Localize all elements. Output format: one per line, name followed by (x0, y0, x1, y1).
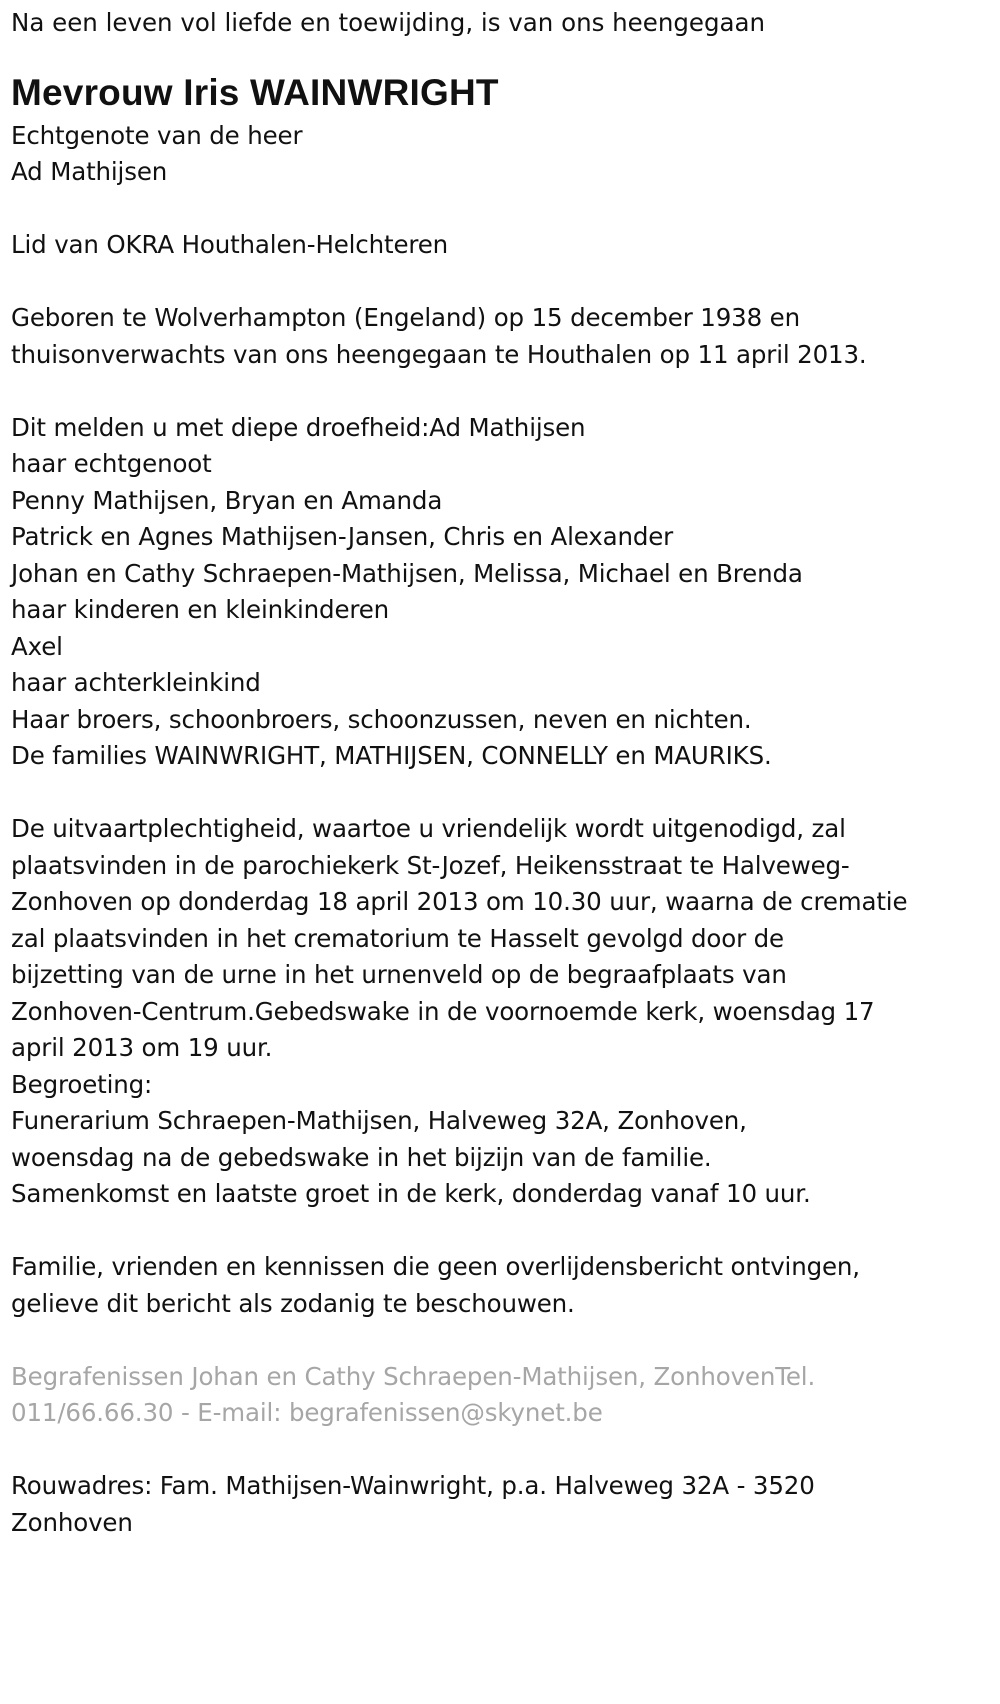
family-line: haar achterkleinkind (11, 668, 261, 697)
ceremony-line: Funerarium Schraepen-Mathijsen, Halveweg 32A, Zonhoven, (11, 1106, 747, 1135)
spouse-line: Echtgenote van de heer (11, 120, 303, 150)
spacer (11, 191, 1000, 228)
ceremony-line: Samenkomst en laatste groet in de kerk, donderdag vanaf 10 uur. (11, 1179, 811, 1208)
intro-text: Na een leven vol liefde en toewijding, is van ons heengegaan (11, 8, 766, 37)
spacer (11, 264, 1000, 301)
family-line: haar echtgenoot (11, 449, 212, 478)
spacer (11, 1432, 1000, 1469)
ceremony-line: Begroeting: (11, 1069, 153, 1099)
undertaker-line: Begrafenissen Johan en Cathy Schraepen-Mathijsen, ZonhovenTel. (11, 1361, 816, 1391)
closing-line: Familie, vrienden en kennissen die geen overlijdensbericht ontvingen, (11, 1252, 860, 1281)
closing-block (11, 1249, 1000, 1322)
address-block (11, 1468, 1000, 1541)
spouse-line: Ad Mathijsen (11, 157, 168, 186)
family-line: Dit melden u met diepe droefheid:Ad Mathijsen (11, 412, 586, 442)
ceremony-block (11, 811, 1000, 1213)
family-line: De families WAINWRIGHT, MATHIJSEN, CONNELLY en MAURIKS. (11, 741, 772, 770)
ceremony-line: De uitvaartplechtigheid, waartoe u vriendelijk wordt uitgenodigd, zal (11, 814, 846, 843)
ceremony-line: Zonhoven-Centrum.Gebedswake in de voornoemde kerk, woensdag 17 (11, 996, 875, 1026)
spacer (11, 1213, 1000, 1250)
birth-block (11, 300, 1000, 373)
undertaker-block (11, 1359, 1000, 1432)
ceremony-line: woensdag na de gebedswake in het bijzijn van de familie. (11, 1142, 712, 1172)
birth-line: Geboren te Wolverhampton (Engeland) op 15 december 1938 en (11, 303, 800, 332)
undertaker-line: 011/66.66.30 - E-mail: begrafenissen@skynet.be (11, 1398, 603, 1427)
ceremony-line: zal plaatsvinden in het crematorium te Hasselt gevolgd door de (11, 923, 784, 953)
spacer (11, 775, 1000, 812)
family-line: haar kinderen en kleinkinderen (11, 595, 390, 624)
spacer (11, 373, 1000, 410)
address-line: Zonhoven (11, 1507, 133, 1537)
ceremony-line: bijzetting van de urne in het urnenveld op de begraafplaats van (11, 960, 787, 989)
closing-line: gelieve dit bericht als zodanig te beschouwen. (11, 1288, 575, 1318)
birth-line: thuisonverwachts van ons heengegaan te Houthalen op 11 april 2013. (11, 339, 867, 369)
deceased-name: Mevrouw Iris WAINWRIGHT (11, 71, 499, 113)
family-line: Patrick en Agnes Mathijsen-Jansen, Chris en Alexander (11, 522, 674, 551)
family-line: Penny Mathijsen, Bryan en Amanda (11, 485, 443, 515)
ceremony-line: april 2013 om 19 uur. (11, 1033, 273, 1062)
spacer (11, 1322, 1000, 1359)
address-line: Rouwadres: Fam. Mathijsen-Wainwright, p.a. Halveweg 32A - 3520 (11, 1471, 815, 1500)
membership-text: Lid van OKRA Houthalen-Helchteren (11, 230, 449, 259)
family-line: Haar broers, schoonbroers, schoonzussen, neven en nichten. (11, 704, 752, 734)
family-line: Axel (11, 631, 63, 661)
ceremony-line: Zonhoven op donderdag 18 april 2013 om 10.30 uur, waarna de crematie (11, 887, 908, 916)
family-line: Johan en Cathy Schraepen-Mathijsen, Melissa, Michael en Brenda (11, 558, 803, 588)
ceremony-line: plaatsvinden in de parochiekerk St-Jozef, Heikensstraat te Halveweg- (11, 850, 850, 880)
spouse-block (11, 118, 1000, 191)
family-block (11, 410, 1000, 775)
